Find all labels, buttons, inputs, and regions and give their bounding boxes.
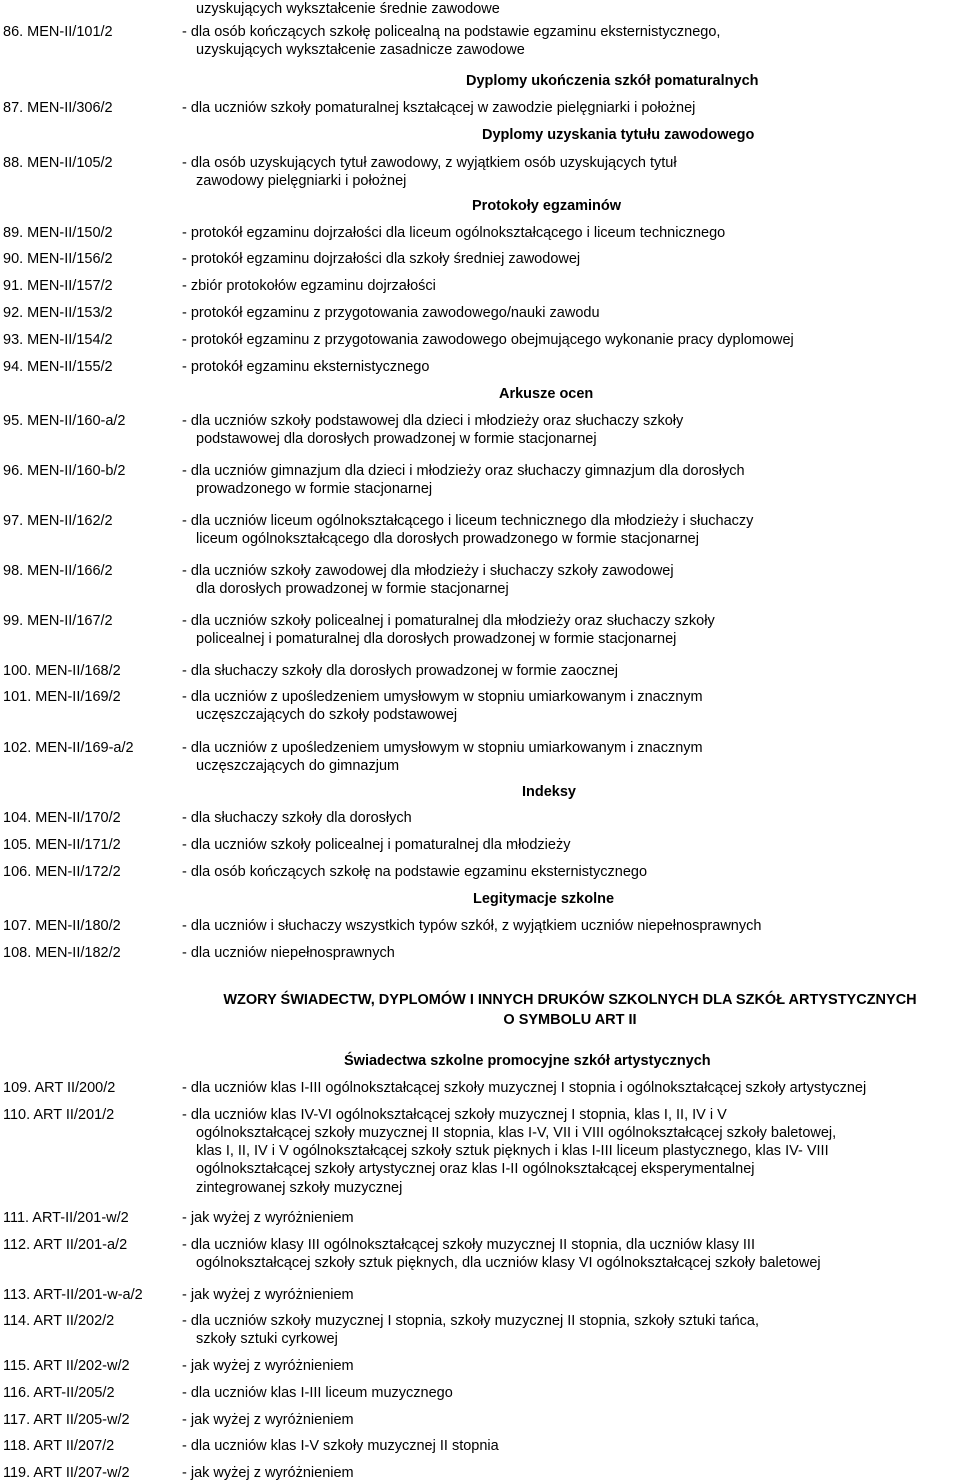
entry-code: 106. MEN-II/172/2 (3, 864, 121, 880)
entry-description: podstawowej dla dorosłych prowadzonej w formie stacjonarnej (196, 431, 597, 447)
entry-description: - dla uczniów szkoły zawodowej dla młodzieży i słuchaczy szkoły zawodowej (182, 563, 674, 579)
entry-code: 86. MEN-II/101/2 (3, 24, 113, 40)
entry-description: - dla uczniów liceum ogólnokształcącego i liceum technicznego dla młodzieży i słuchaczy (182, 513, 754, 529)
continuation-line: uzyskujących wykształcenie średnie zawodowe (196, 1, 500, 17)
entry-code: 96. MEN-II/160-b/2 (3, 463, 126, 479)
entry-code: 110. ART II/201/2 (3, 1107, 115, 1123)
entry-description: - dla uczniów klas IV-VI ogólnokształcącej szkoły muzycznej I stopnia, klas I, II, IV i V (182, 1107, 727, 1123)
entry-description: - dla uczniów i słuchaczy wszystkich typów szkół, z wyjątkiem uczniów niepełnosprawnych (182, 918, 762, 934)
entry-code: 118. ART II/207/2 (3, 1438, 115, 1454)
entry-code: 112. ART II/201-a/2 (3, 1237, 128, 1253)
entry-code: 116. ART-II/205/2 (3, 1385, 115, 1401)
entry-description: - dla uczniów klasy III ogólnokształcącej szkoły muzycznej II stopnia, dla uczniów klasy III (182, 1237, 755, 1253)
entry-description: zintegrowanej szkoły muzycznej (196, 1180, 403, 1196)
entry-description: - dla słuchaczy szkoły dla dorosłych prowadzonej w formie zaocznej (182, 663, 618, 679)
entry-description: - dla uczniów niepełnosprawnych (182, 945, 395, 961)
entry-description: zawodowy pielęgniarki i położnej (196, 173, 407, 189)
entry-description: - jak wyżej z wyróżnieniem (182, 1210, 354, 1226)
section-heading: Świadectwa szkolne promocyjne szkół artystycznych (344, 1053, 711, 1069)
entry-description: klas I, II, IV i V ogólnokształcącej szkoły sztuk pięknych i klas I-III liceum plastycznego, klas IV- VIII (196, 1143, 829, 1159)
entry-description: - dla uczniów gimnazjum dla dzieci i młodzieży oraz słuchaczy gimnazjum dla dorosłych (182, 463, 745, 479)
entry-description: - jak wyżej z wyróżnieniem (182, 1465, 354, 1481)
section-heading: Dyplomy uzyskania tytułu zawodowego (482, 127, 755, 143)
entry-code: 115. ART II/202-w/2 (3, 1358, 130, 1374)
section-heading: Indeksy (522, 784, 576, 800)
entry-description: - dla uczniów szkoły muzycznej I stopnia, szkoły muzycznej II stopnia, szkoły sztuki tańca, (182, 1313, 759, 1329)
entry-description: ogólnokształcącej szkoły muzycznej II stopnia, klas I-V, VII i VIII ogólnokształcącej szkoły baletowej, (196, 1125, 837, 1141)
entry-code: 97. MEN-II/162/2 (3, 513, 113, 529)
entry-code: 91. MEN-II/157/2 (3, 278, 113, 294)
entry-description: - dla uczniów szkoły policealnej i pomaturalnej dla młodzieży oraz słuchaczy szkoły (182, 613, 715, 629)
section-heading: Arkusze ocen (499, 386, 594, 402)
entry-code: 113. ART-II/201-w-a/2 (3, 1287, 143, 1303)
entry-code: 100. MEN-II/168/2 (3, 663, 121, 679)
entry-description: - zbiór protokołów egzaminu dojrzałości (182, 278, 436, 294)
entry-description: dla dorosłych prowadzonej w formie stacjonarnej (196, 581, 509, 597)
entry-description: - dla uczniów z upośledzeniem umysłowym w stopniu umiarkowanym i znacznym (182, 689, 703, 705)
entry-description: - jak wyżej z wyróżnieniem (182, 1358, 354, 1374)
entry-description: - dla słuchaczy szkoły dla dorosłych (182, 810, 412, 826)
entry-description: - dla uczniów klas I-V szkoły muzycznej II stopnia (182, 1438, 499, 1454)
entry-code: 109. ART II/200/2 (3, 1080, 116, 1096)
entry-code: 102. MEN-II/169-a/2 (3, 740, 134, 756)
section-heading: Dyplomy ukończenia szkół pomaturalnych (466, 73, 759, 89)
section-heading: Legitymacje szkolne (473, 891, 615, 907)
entry-code: 88. MEN-II/105/2 (3, 155, 113, 171)
entry-description: - dla osób uzyskujących tytuł zawodowy, z wyjątkiem osób uzyskujących tytuł (182, 155, 677, 171)
entry-description: - dla uczniów klas I-III ogólnokształcącej szkoły muzycznej I stopnia i ogólnokształcącej szkoły artystycznej (182, 1080, 867, 1096)
entry-code: 111. ART-II/201-w/2 (3, 1210, 129, 1226)
entry-code: 90. MEN-II/156/2 (3, 251, 113, 267)
entry-description: uczęszczających do szkoły podstawowej (196, 707, 458, 723)
entry-description: ogólnokształcącej szkoły artystycznej oraz klas I-II ogólnokształcącej eksperymentalnej (196, 1161, 755, 1177)
entry-description: - jak wyżej z wyróżnieniem (182, 1287, 354, 1303)
entry-code: 117. ART II/205-w/2 (3, 1412, 130, 1428)
entry-description: - dla uczniów z upośledzeniem umysłowym w stopniu umiarkowanym i znacznym (182, 740, 703, 756)
entry-code: 89. MEN-II/150/2 (3, 225, 113, 241)
entry-description: uzyskujących wykształcenie zasadnicze zawodowe (196, 42, 525, 58)
entry-description: - dla uczniów szkoły policealnej i pomaturalnej dla młodzieży (182, 837, 571, 853)
entry-description: - dla uczniów szkoły podstawowej dla dzieci i młodzieży oraz słuchaczy szkoły (182, 413, 684, 429)
entry-description: - protokół egzaminu dojrzałości dla liceum ogólnokształcącego i liceum technicznego (182, 225, 726, 241)
entry-code: 108. MEN-II/182/2 (3, 945, 121, 961)
entry-description: - jak wyżej z wyróżnieniem (182, 1412, 354, 1428)
entry-description: - dla uczniów klas I-III liceum muzycznego (182, 1385, 453, 1401)
entry-description: - dla uczniów szkoły pomaturalnej kształcącej w zawodzie pielęgniarki i położnej (182, 100, 696, 116)
entry-code: 99. MEN-II/167/2 (3, 613, 113, 629)
entry-code: 105. MEN-II/171/2 (3, 837, 121, 853)
section-heading: Protokoły egzaminów (472, 198, 622, 214)
entry-description: - protokół egzaminu dojrzałości dla szkoły średniej zawodowej (182, 251, 581, 267)
entry-description: szkoły sztuki cyrkowej (196, 1331, 338, 1347)
entry-description: - dla osób kończących szkołę policealną na podstawie egzaminu eksternistycznego, (182, 24, 721, 40)
entry-code: 87. MEN-II/306/2 (3, 100, 113, 116)
entry-description: liceum ogólnokształcącego dla dorosłych prowadzonego w formie stacjonarnej (196, 531, 699, 547)
entry-code: 114. ART II/202/2 (3, 1313, 115, 1329)
entry-description: - protokół egzaminu z przygotowania zawodowego/nauki zawodu (182, 305, 600, 321)
entry-description: ogólnokształcącej szkoły sztuk pięknych, dla uczniów klasy VI ogólnokształcącej szkoły baletowej (196, 1255, 821, 1271)
entry-code: 92. MEN-II/153/2 (3, 305, 113, 321)
entry-description: uczęszczających do gimnazjum (196, 758, 400, 774)
entry-code: 94. MEN-II/155/2 (3, 359, 113, 375)
entry-description: policealnej i pomaturalnej dla dorosłych prowadzonej w formie stacjonarnej (196, 631, 677, 647)
entry-code: 101. MEN-II/169/2 (3, 689, 121, 705)
entry-code: 95. MEN-II/160-a/2 (3, 413, 126, 429)
main-title: O SYMBOLU ART II (503, 1012, 637, 1028)
entry-description: prowadzonego w formie stacjonarnej (196, 481, 433, 497)
entry-code: 93. MEN-II/154/2 (3, 332, 113, 348)
entry-code: 119. ART II/207-w/2 (3, 1465, 130, 1481)
entry-description: - dla osób kończących szkołę na podstawie egzaminu eksternistycznego (182, 864, 648, 880)
entry-code: 104. MEN-II/170/2 (3, 810, 121, 826)
entry-description: - protokół egzaminu z przygotowania zawodowego obejmującego wykonanie pracy dyplomowej (182, 332, 794, 348)
entry-code: 98. MEN-II/166/2 (3, 563, 113, 579)
main-title: WZORY ŚWIADECTW, DYPLOMÓW I INNYCH DRUKÓW SZKOLNYCH DLA SZKÓŁ ARTYSTYCZNYCH (223, 992, 917, 1008)
entry-description: - protokół egzaminu eksternistycznego (182, 359, 430, 375)
entry-code: 107. MEN-II/180/2 (3, 918, 121, 934)
